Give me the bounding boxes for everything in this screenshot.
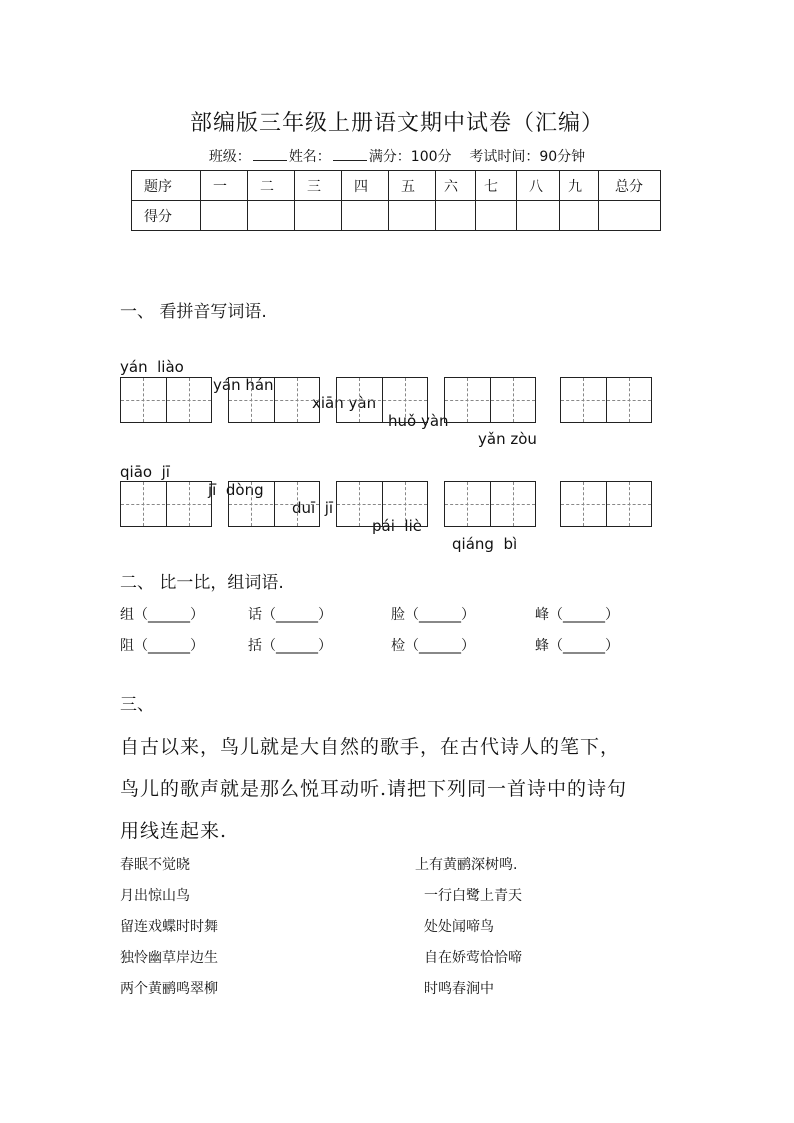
page-title: 部编版三年级上册语文期中试卷（汇编） bbox=[189, 111, 604, 136]
score-header-cell: 三 bbox=[295, 171, 342, 201]
score-cell[interactable] bbox=[295, 201, 342, 231]
score-table-row bbox=[132, 201, 661, 231]
compare-item[interactable]: 话（______） bbox=[248, 607, 332, 623]
score-cell[interactable] bbox=[560, 201, 599, 231]
grid-guide bbox=[121, 400, 211, 401]
section1-heading: 一、 看拼音写词语. bbox=[120, 302, 267, 322]
score-header-cell: 四 bbox=[342, 171, 389, 201]
grid-guide bbox=[337, 504, 427, 505]
score-header-cell: 七 bbox=[476, 171, 517, 201]
exam-time: 考试时间：90分钟 bbox=[469, 149, 586, 165]
score-table bbox=[131, 170, 661, 231]
compare-item[interactable]: 组（______） bbox=[120, 607, 204, 623]
writing-grid[interactable] bbox=[228, 481, 320, 527]
writing-grid[interactable] bbox=[120, 377, 212, 423]
pinyin-word: yǎn zòu bbox=[478, 430, 537, 448]
grid-guide bbox=[561, 504, 651, 505]
exam-info bbox=[0, 146, 794, 166]
grid-guide bbox=[121, 504, 211, 505]
poem-left-line[interactable]: 月出惊山鸟 bbox=[120, 888, 190, 904]
score-cell[interactable] bbox=[201, 201, 248, 231]
grid-guide bbox=[445, 504, 535, 505]
score-cell[interactable] bbox=[342, 201, 389, 231]
score-cell[interactable] bbox=[248, 201, 295, 231]
pinyin-word: qiāo jī bbox=[120, 463, 170, 481]
grid-guide bbox=[229, 400, 319, 401]
pinyin-word: qiáng bì bbox=[452, 535, 518, 553]
pinyin-word: duī jī bbox=[292, 499, 334, 517]
score-header-cell: 九 bbox=[560, 171, 599, 201]
poem-left-line[interactable]: 两个黄鹂鸣翠柳 bbox=[120, 981, 218, 997]
compare-item[interactable]: 峰（______） bbox=[535, 607, 619, 623]
writing-grid[interactable] bbox=[228, 377, 320, 423]
score-header-cell: 八 bbox=[517, 171, 560, 201]
pinyin-word: jī dòng bbox=[208, 481, 264, 499]
score-header-cell: 五 bbox=[389, 171, 436, 201]
score-cell[interactable] bbox=[517, 201, 560, 231]
pinyin-word: huǒ yàn bbox=[388, 412, 449, 430]
score-header-cell: 六 bbox=[436, 171, 476, 201]
poem-right-line[interactable]: 处处闻啼鸟 bbox=[424, 919, 494, 935]
score-cell[interactable] bbox=[436, 201, 476, 231]
writing-grid[interactable] bbox=[336, 377, 428, 423]
score-header-cell: 二 bbox=[248, 171, 295, 201]
class-label: 班级： bbox=[208, 149, 251, 165]
score-table-header-row bbox=[132, 171, 661, 201]
score-cell[interactable] bbox=[389, 201, 436, 231]
section3-heading: 三、 bbox=[120, 695, 154, 715]
writing-grid[interactable] bbox=[560, 377, 652, 423]
poem-right-line[interactable]: 自在娇莺恰恰啼 bbox=[424, 950, 522, 966]
score-cell[interactable] bbox=[476, 201, 517, 231]
name-blank[interactable] bbox=[333, 148, 367, 161]
pinyin-word: yán liào bbox=[120, 358, 184, 376]
score-header-cell: 一 bbox=[201, 171, 248, 201]
compare-item[interactable]: 阻（______） bbox=[120, 638, 204, 654]
section2-heading: 二、 比一比，组词语. bbox=[120, 573, 284, 593]
writing-grid[interactable] bbox=[336, 481, 428, 527]
pinyin-word: pái liè bbox=[372, 517, 422, 535]
poem-left-line[interactable]: 春眠不觉晓 bbox=[120, 857, 190, 873]
pinyin-word: xiān yàn bbox=[312, 394, 377, 412]
full-score: 满分：100分 bbox=[368, 149, 452, 165]
pinyin-word: yán hán bbox=[213, 376, 274, 394]
class-blank[interactable] bbox=[253, 148, 287, 161]
poem-left-line[interactable]: 留连戏蝶时时舞 bbox=[120, 919, 218, 935]
writing-grid[interactable] bbox=[444, 377, 536, 423]
poem-right-line[interactable]: 一行白鹭上青天 bbox=[424, 888, 522, 904]
section3-paragraph-line: 鸟儿的歌声就是那么悦耳动听.请把下列同一首诗中的诗句 bbox=[120, 778, 628, 800]
score-header-cell: 题序 bbox=[132, 171, 201, 201]
poem-right-line[interactable]: 上有黄鹂深树鸣. bbox=[415, 857, 518, 873]
writing-grid[interactable] bbox=[444, 481, 536, 527]
score-header-cell: 总分 bbox=[599, 171, 661, 201]
compare-item[interactable]: 括（______） bbox=[248, 638, 332, 654]
compare-item[interactable]: 脸（______） bbox=[391, 607, 475, 623]
score-row-label: 得分 bbox=[132, 201, 201, 231]
section3-paragraph-line: 用线连起来. bbox=[120, 820, 228, 842]
grid-guide bbox=[561, 400, 651, 401]
grid-guide bbox=[445, 400, 535, 401]
poem-right-line[interactable]: 时鸣春涧中 bbox=[424, 981, 494, 997]
name-label: 姓名： bbox=[288, 149, 331, 165]
writing-grid[interactable] bbox=[120, 481, 212, 527]
compare-item[interactable]: 蜂（______） bbox=[535, 638, 619, 654]
compare-item[interactable]: 检（______） bbox=[391, 638, 475, 654]
writing-grid[interactable] bbox=[560, 481, 652, 527]
grid-guide bbox=[337, 400, 427, 401]
score-cell[interactable] bbox=[599, 201, 661, 231]
poem-left-line[interactable]: 独怜幽草岸边生 bbox=[120, 950, 218, 966]
section3-paragraph-line: 自古以来，鸟儿就是大自然的歌手，在古代诗人的笔下， bbox=[120, 736, 621, 758]
grid-guide bbox=[229, 504, 319, 505]
